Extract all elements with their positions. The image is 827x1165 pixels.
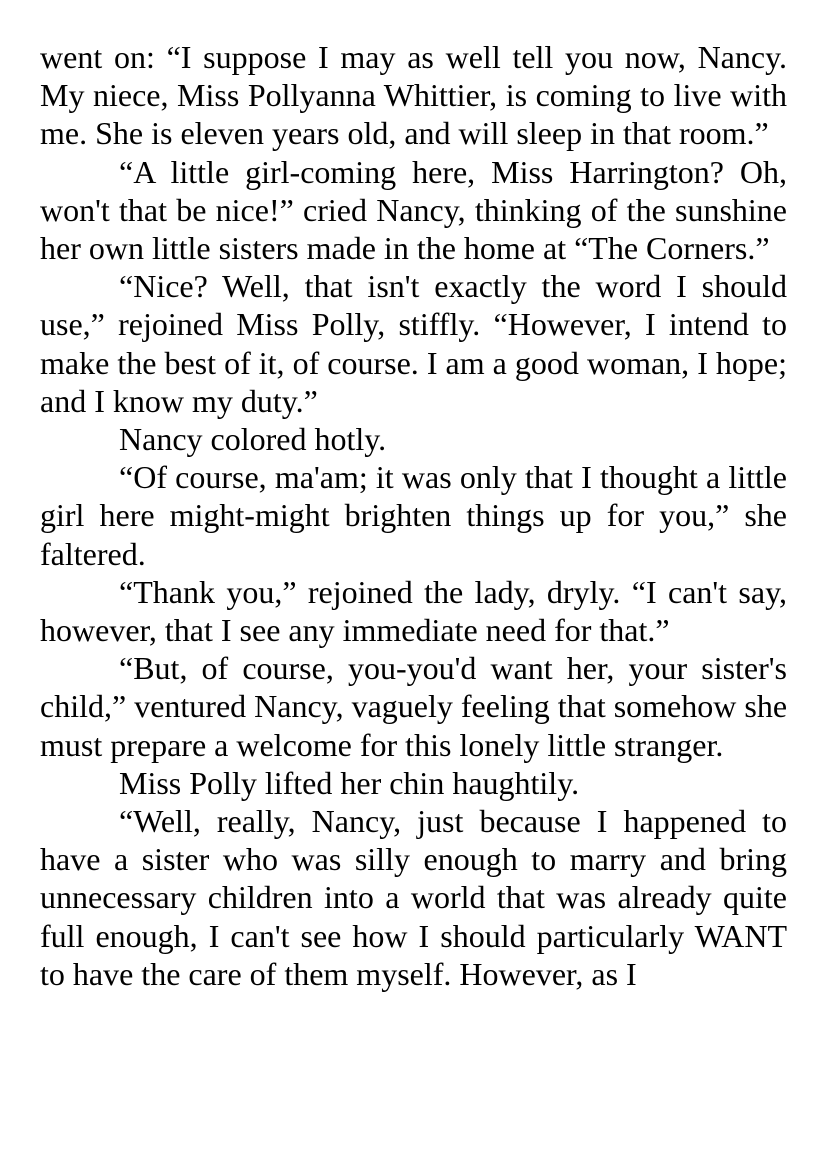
- paragraph-4: Nancy colored hotly.: [119, 421, 387, 458]
- paragraph-7: “But, of course, you-you'd want her, your sister's child,” ventured Nancy, vaguely feeling that somehow she must prepare a welcome for this lonely little stranger.: [40, 650, 788, 763]
- paragraph-8: Miss Polly lifted her chin haughtily.: [119, 764, 580, 801]
- paragraph-3: “Nice? Well, that isn't exactly the word I should use,” rejoined Miss Polly, stiffly. “However, I intend to make the best of it, of course. I am a good woman, I hope; and I know my duty.”: [40, 268, 787, 419]
- paragraph-6: “Thank you,” rejoined the lady, dryly. “I can't say, however, that I see any immediate need for that.”: [40, 573, 787, 649]
- paragraph-5: “Of course, ma'am; it was only that I thought a little girl here might-might brighten things up for you,” she faltered.: [40, 459, 787, 572]
- paragraph-9: “Well, really, Nancy, just because I happened to have a sister who was silly enough to marry and bring unnecessary children into a world that was already quite full enough, I can't see how I should particularly WANT to have the care of them myself. However, as I: [40, 803, 787, 992]
- paragraph-1: went on: “I suppose I may as well tell you now, Nancy. My niece, Miss Pollyanna Whittier, is coming to live with me. She is eleven years old, and will sleep in that room.”: [40, 39, 787, 152]
- paragraph-2: “A little girl-coming here, Miss Harrington? Oh, won't that be nice!” cried Nancy, thinking of the sunshine her own little sisters made in the home at “The Corners.”: [40, 153, 787, 267]
- page-body-text: [40, 38, 787, 993]
